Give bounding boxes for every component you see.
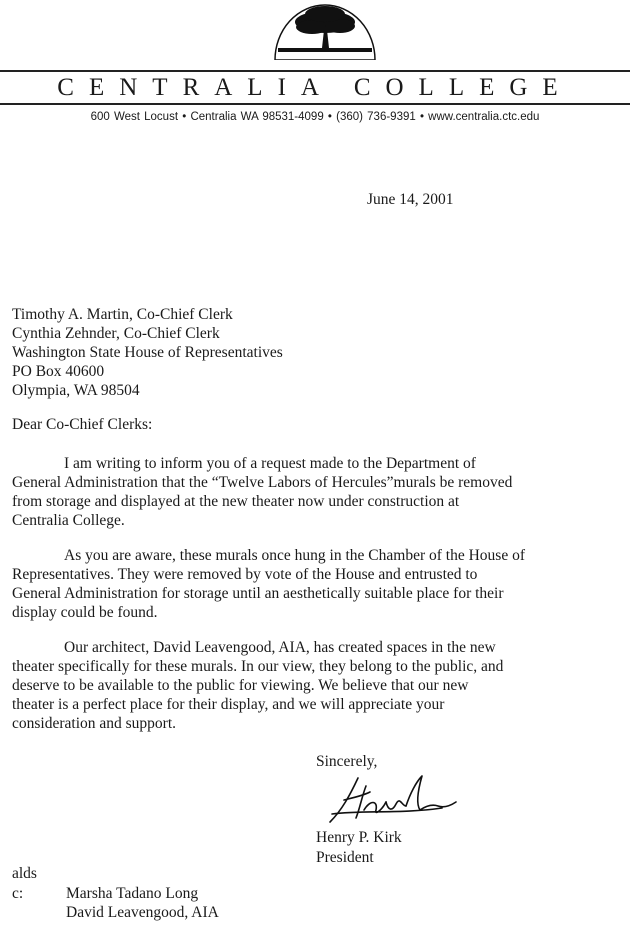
signer-title: President — [316, 849, 374, 866]
paragraph-line: display could be found. — [12, 604, 158, 621]
recipient-line: Olympia, WA 98504 — [12, 382, 140, 399]
cc-recipient: David Leavengood, AIA — [66, 904, 219, 921]
paragraph-line: from storage and displayed at the new theater now under construction at — [12, 493, 460, 510]
paragraph-line: As you are aware, these murals once hung in the Chamber of the House of — [64, 547, 525, 564]
recipient-line: Washington State House of Representatives — [12, 344, 283, 361]
recipient-line: Cynthia Zehnder, Co-Chief Clerk — [12, 325, 220, 342]
letterhead-bottom-rule — [0, 103, 630, 105]
body-paragraph — [12, 546, 525, 622]
body-paragraph — [12, 638, 503, 733]
handwritten-signature-icon — [322, 770, 462, 828]
closing: Sincerely, — [316, 753, 378, 770]
cc-recipient: Marsha Tadano Long — [66, 885, 199, 902]
paragraph-line: theater is a perfect place for their display, and we will appreciate your — [12, 696, 445, 713]
signer-name: Henry P. Kirk — [316, 829, 402, 846]
recipient-line: PO Box 40600 — [12, 363, 105, 380]
paragraph-line: General Administration that the “Twelve Labors of Hercules”murals be removed — [12, 474, 513, 491]
letterhead-top-rule — [0, 70, 630, 72]
cc-list — [66, 884, 219, 922]
typist-initials: alds — [12, 865, 37, 882]
paragraph-line: Our architect, David Leavengood, AIA, has created spaces in the new — [64, 639, 496, 656]
paragraph-line: consideration and support. — [12, 715, 177, 732]
paragraph-line: I am writing to inform you of a request made to the Department of — [64, 455, 476, 472]
paragraph-line: Representatives. They were removed by vote of the House and entrusted to — [12, 566, 478, 583]
letter-date: June 14, 2001 — [367, 191, 454, 208]
body-paragraph — [12, 454, 512, 530]
college-name: CENTRALIA COLLEGE — [57, 74, 573, 101]
tree-arch-logo-icon — [270, 0, 380, 60]
salutation: Dear Co-Chief Clerks: — [12, 416, 153, 433]
college-address-line: 600 West Locust • Centralia WA 98531-4099 • (360) 736-9391 • www.centralia.ctc.edu — [90, 111, 540, 123]
paragraph-line: Centralia College. — [12, 512, 125, 529]
paragraph-line: General Administration for storage until an aesthetically suitable place for their — [12, 585, 504, 602]
recipient-address — [12, 305, 283, 400]
paragraph-line: deserve to be available to the public for viewing. We believe that our new — [12, 677, 469, 694]
recipient-line: Timothy A. Martin, Co-Chief Clerk — [12, 306, 233, 323]
cc-label: c: — [12, 885, 24, 902]
paragraph-line: theater specifically for these murals. In our view, they belong to the public, and — [12, 658, 504, 675]
